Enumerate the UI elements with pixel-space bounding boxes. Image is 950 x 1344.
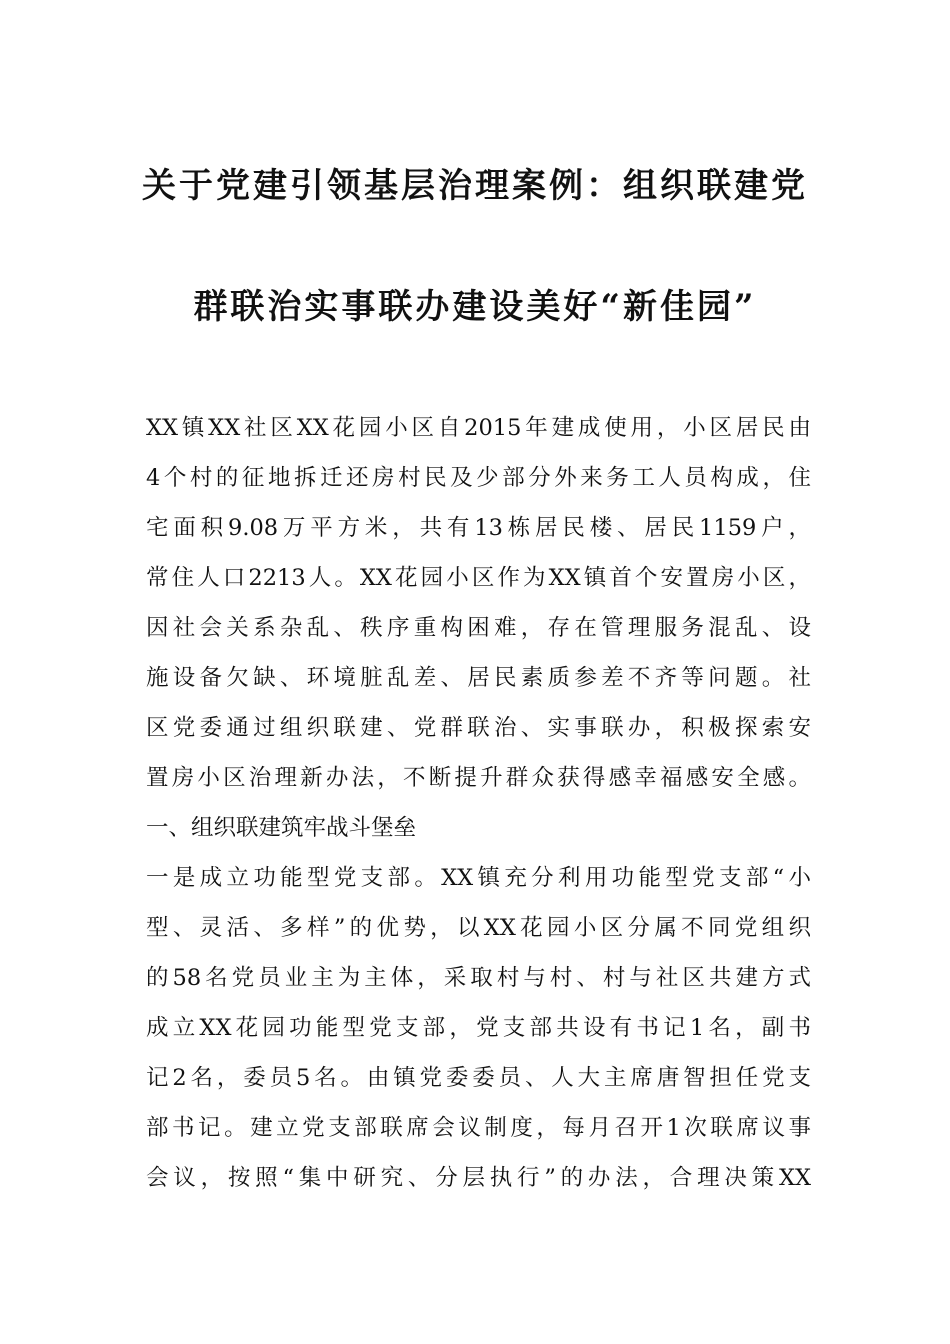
- body-line: 成立XX花园功能型党支部，党支部共设有书记1名，副书: [146, 1015, 811, 1041]
- document-title-line-1: 关于党建引领基层治理案例：组织联建党: [142, 166, 808, 206]
- body-line: 会议，按照“集中研究、分层执行”的办法，合理决策XX: [146, 1165, 811, 1191]
- body-line: 置房小区治理新办法，不断提升群众获得感幸福感安全感。: [146, 765, 811, 791]
- body-line: 施设备欠缺、环境脏乱差、居民素质参差不齐等问题。社: [146, 665, 811, 691]
- body-line: 区党委通过组织联建、党群联治、实事联办，积极探索安: [146, 715, 811, 741]
- body-line: 4个村的征地拆迁还房村民及少部分外来务工人员构成，住: [146, 465, 811, 491]
- document-title-line-2: 群联治实事联办建设美好“新佳园”: [193, 287, 757, 327]
- body-line: 部书记。建立党支部联席会议制度，每月召开1次联席议事: [146, 1115, 811, 1141]
- body-line: 一是成立功能型党支部。XX镇充分利用功能型党支部“小: [146, 865, 811, 891]
- body-line: 因社会关系杂乱、秩序重构困难，存在管理服务混乱、设: [146, 615, 811, 641]
- body-line: 宅面积9.08万平方米，共有13栋居民楼、居民1159户，: [146, 515, 811, 541]
- body-line: XX镇XX社区XX花园小区自2015年建成使用，小区居民由: [146, 415, 811, 441]
- body-line: 型、灵活、多样”的优势，以XX花园小区分属不同党组织: [146, 915, 811, 941]
- body-line: 常住人口2213人。XX花园小区作为XX镇首个安置房小区，: [146, 565, 811, 591]
- body-line: 的58名党员业主为主体，采取村与村、村与社区共建方式: [146, 965, 811, 991]
- body-line: 记2名，委员5名。由镇党委委员、人大主席唐智担任党支: [146, 1065, 811, 1091]
- section-heading: 一、组织联建筑牢战斗堡垒: [146, 815, 417, 841]
